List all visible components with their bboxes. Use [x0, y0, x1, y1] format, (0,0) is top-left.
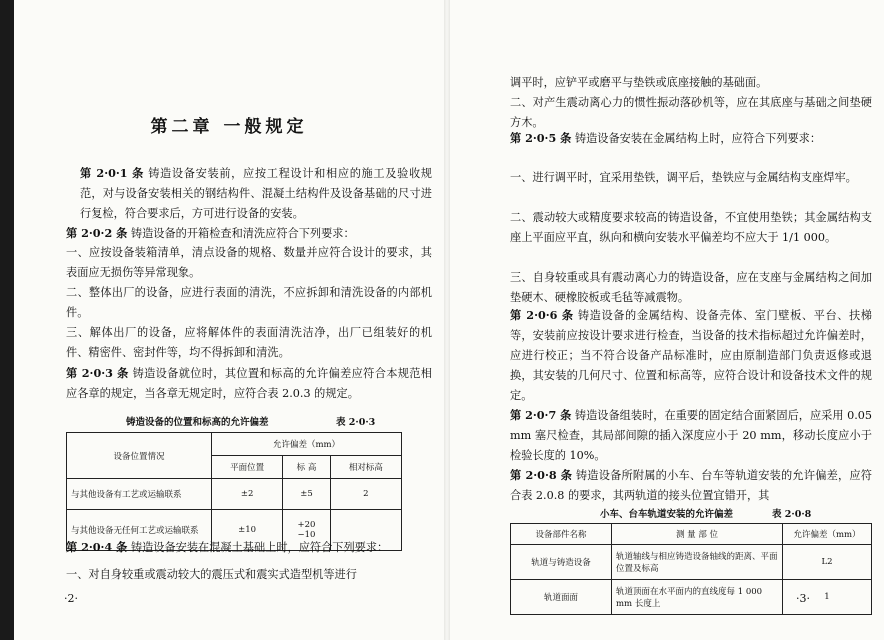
clause-number: 第 2·0·4 条: [66, 540, 128, 554]
page-number: ·2·: [64, 592, 78, 605]
continued-text: 调平时，应铲平或磨平与垫铁或底座接触的基础面。: [510, 76, 768, 89]
table-cell: 轨道顶面在水平面内的直线度每 1 000 mm 长度上: [612, 580, 783, 615]
clause-text: 铸造设备安装在金属结构上时，应符合下列要求：: [574, 132, 822, 145]
clause-number: 第 2·0·6 条: [510, 308, 574, 322]
table-caption: 铸造设备的位置和标高的允许偏差: [126, 417, 269, 428]
left-page: [14, 0, 444, 640]
clause-text: 铸造设备组装时，在重要的固定结合面紧固后，应采用 0.05 mm 塞尺检查，其局部间隙的插入深度应小于 20 mm，移动长度应小于检验长度的 10%。: [510, 409, 873, 462]
clause-2-0-7: [510, 405, 872, 466]
table-number: 表 2·0·3: [336, 417, 376, 428]
clause-item: 二、对产生震动离心力的惯性振动落砂机等，应在其底座与基础之间垫硬方木。: [510, 96, 872, 129]
table-header: 相对标高: [330, 456, 401, 479]
clause-text: 铸造设备的开箱检查和清洗应符合下列要求：: [130, 227, 355, 240]
chapter-title: 第二章 一般规定: [150, 117, 308, 137]
table-cell-value: −10: [297, 530, 316, 540]
clause-item: 一、进行调平时，宜采用垫铁，调平后，垫铁应与金属结构支座焊牢。: [510, 171, 857, 184]
clause-number: 第 2·0·5 条: [510, 131, 572, 145]
table-number: 表 2·0·8: [772, 509, 812, 520]
table-header: 测 量 部 位: [612, 524, 783, 545]
table-cell: ±10: [212, 510, 283, 551]
table-header: 平面位置: [212, 456, 283, 479]
table-header: 标 高: [283, 456, 331, 479]
clause-2-0-1: [80, 163, 432, 224]
table-caption: 小车、台车轨道安装的允许偏差: [600, 509, 734, 520]
table-cell: 2: [330, 479, 401, 510]
clause-text: 铸造设备的金属结构、设备壳体、室门壁板、平台、扶梯等，安装前应按设计要求进行检查，当设备的技术指标超过允许偏差时，应进行校正；当不符合设备产品标准时，应由原制造部门负责返修或退换，其安装的几何尺寸、位置和标高等，应符合设计和设备技术文件的规定。: [510, 309, 872, 402]
table-header: 设备位置情况: [67, 433, 212, 479]
clause-number: 第 2·0·3 条: [66, 366, 129, 380]
clause-2-0-6: [510, 305, 872, 406]
table-cell: 轨道轴线与相应铸造设备轴线的距离、平面位置及标高: [612, 545, 783, 580]
table-cell: ±2: [212, 479, 283, 510]
page-number: ·3·: [796, 592, 810, 605]
clause-number: 第 2·0·1 条: [80, 166, 144, 180]
clause-number: 第 2·0·2 条: [66, 226, 128, 240]
clause-2-0-2: [66, 223, 432, 244]
binding-edge: [0, 0, 14, 640]
clause-text: 铸造设备安装在混凝土基础上时，应符合下列要求：: [130, 541, 389, 554]
clause-text: 铸造设备安装前，应按工程设计和相应的施工及验收规范，对与设备安装相关的钢结构件、混凝土结构件及设备基础的尺寸进行复检，符合要求后，方可进行设备的安装。: [80, 167, 432, 220]
clause-number: 第 2·0·8 条: [510, 468, 573, 482]
table-cell: L2: [783, 545, 872, 580]
clause-2-0-4: [66, 537, 432, 558]
table-cell: 轨道面面: [511, 580, 612, 615]
table-cell: 1: [783, 580, 872, 615]
table-cell: 与其他设备有工艺或运输联系: [67, 479, 212, 510]
table-cell: 轨道与铸造设备: [511, 545, 612, 580]
clause-item: 三、解体出厂的设备，应将解体件的表面清洗洁净，出厂已组装好的机件、精密件、密封件等，均不得拆卸和清洗。: [66, 326, 432, 359]
clause-item: 一、对自身较重或震动较大的震压式和震实式造型机等进行: [66, 568, 357, 581]
table-header: 设备部件名称: [511, 524, 612, 545]
clause-2-0-5: [510, 128, 872, 149]
clause-item: 一、应按设备装箱清单，清点设备的规格、数量并应符合设计的要求，其表面应无损伤等异常现象。: [66, 246, 432, 279]
table-header: 允许偏差（mm）: [783, 524, 872, 545]
table-cell-value: +20: [297, 520, 316, 530]
deviation-table: [66, 432, 402, 551]
clause-item: 三、自身较重或具有震动离心力的铸造设备，应在支座与金属结构之间加垫硬木、硬橡胶板或毛毡等减震物。: [510, 271, 872, 304]
clause-text: 铸造设备就位时，其位置和标高的允许偏差应符合本规范相应各章的规定，当各章无规定时，应符合表 2.0.3 的规定。: [66, 367, 432, 400]
clause-item: 二、震动较大或精度要求较高的铸造设备，不宜使用垫铁；其金属结构支座上平面应平直，纵向和横向安装水平偏差均不应大于 1/1 000。: [510, 211, 872, 244]
table-cell: 与其他设备无任何工艺或运输联系: [67, 510, 212, 551]
clause-text: 铸造设备所附属的小车、台车等轨道安装的允许偏差，应符合表 2.0.8 的要求，其两轨道的接头位置宜错开，其: [510, 469, 872, 502]
clause-number: 第 2·0·7 条: [510, 408, 572, 422]
right-page: [450, 0, 884, 640]
track-deviation-table: [510, 523, 872, 615]
table-header: 允许偏差（mm）: [212, 433, 402, 456]
clause-item: 二、整体出厂的设备，应进行表面的清洗，不应拆卸和清洗设备的内部机件。: [66, 286, 432, 319]
clause-2-0-3: [66, 363, 432, 404]
table-cell: ±5: [283, 479, 331, 510]
clause-2-0-8: [510, 465, 872, 506]
